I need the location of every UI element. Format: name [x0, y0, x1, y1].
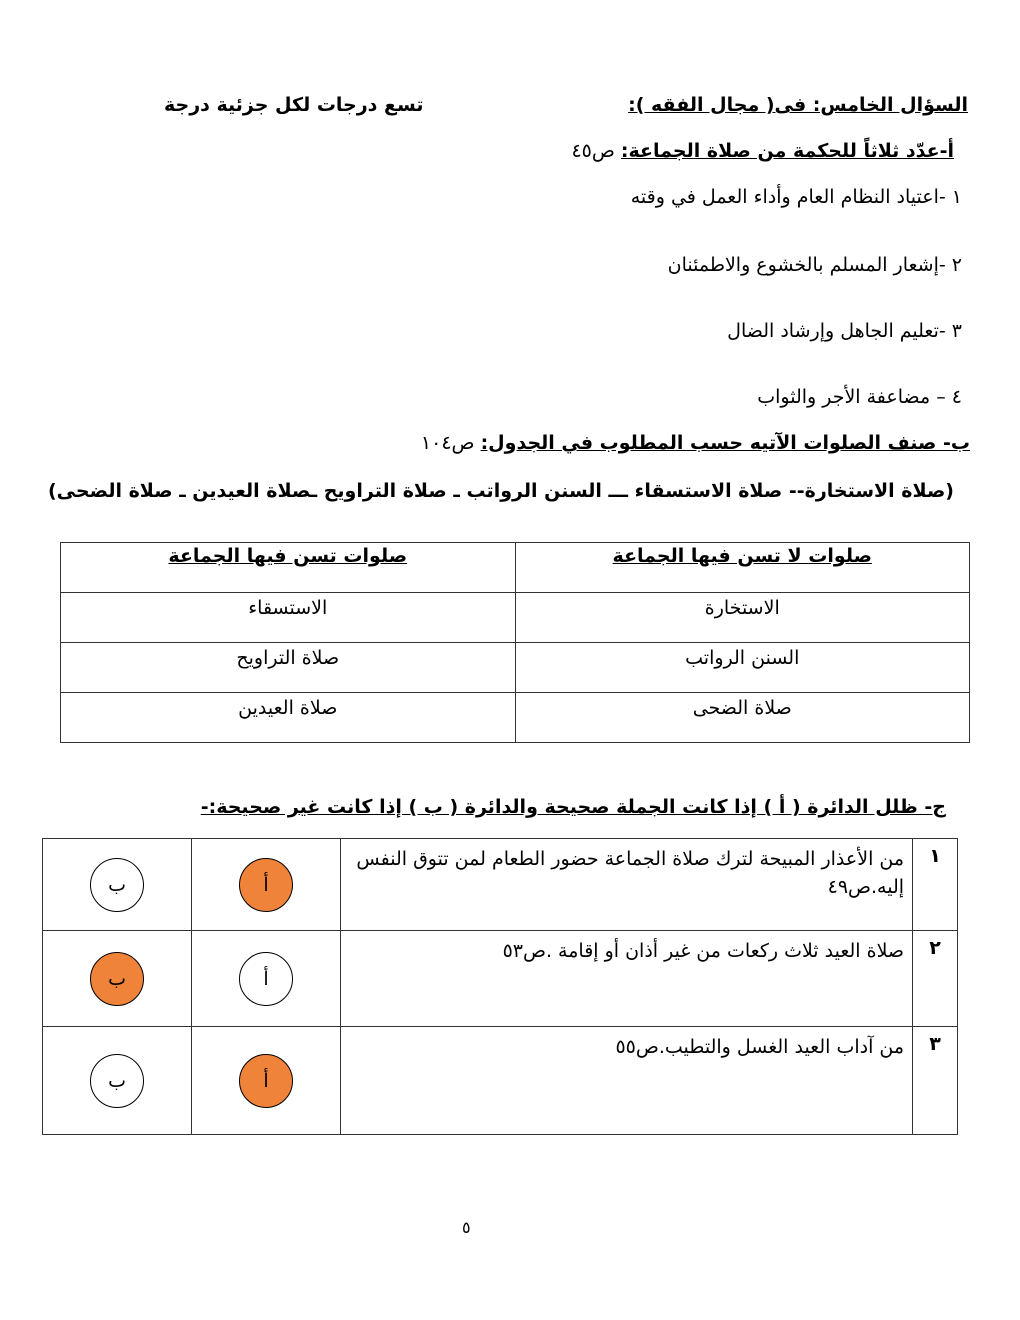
- question-row: [43, 931, 958, 1027]
- prayer-list: (صلاة الاستخارة-- صلاة الاستسقاء ـــ السنن الرواتب ـ صلاة التراويح ـصلاة العيدين ـ صلاة الضحى): [48, 480, 954, 502]
- question-number: ٣: [913, 1027, 958, 1135]
- option-a-cell: [192, 931, 341, 1027]
- section-b-heading: [421, 432, 970, 454]
- option-a-cell: [192, 839, 341, 931]
- table-header: صلوات لا تسن فيها الجماعة: [515, 543, 970, 593]
- section-c-label: ج- ظلل الدائرة ( أ ) إذا كانت الجملة صحيحة والدائرة ( ب ) إذا كانت غير صحيحة:-: [200, 796, 946, 818]
- option-b-circle[interactable]: ب: [90, 952, 144, 1006]
- table-cell: الاستسقاء: [61, 593, 516, 643]
- option-b-cell: [43, 931, 192, 1027]
- page-number: ٥: [462, 1218, 471, 1237]
- question-text: صلاة العيد ثلاث ركعات من غير أذان أو إقامة .ص٥٣: [341, 931, 913, 1027]
- section-a-label: أ-عدّد ثلاثاً للحكمة من صلاة الجماعة:: [620, 140, 954, 162]
- option-b-cell: [43, 1027, 192, 1135]
- option-b-circle[interactable]: ب: [90, 1054, 144, 1108]
- table-header: صلوات تسن فيها الجماعة: [61, 543, 516, 593]
- table-cell: صلاة العيدين: [61, 693, 516, 743]
- table-cell: السنن الرواتب: [515, 643, 970, 693]
- question-row: [43, 1027, 958, 1135]
- table-cell: صلاة الضحى: [515, 693, 970, 743]
- question-row: [43, 839, 958, 931]
- section-a-item: ٤ – مضاعفة الأجر والثواب: [757, 386, 962, 408]
- option-b-circle[interactable]: ب: [90, 858, 144, 912]
- section-b-label: ب- صنف الصلوات الآتيه حسب المطلوب في الجدول:: [480, 432, 970, 454]
- section-a-page-ref: ص٤٥: [571, 140, 615, 162]
- grading-note: تسع درجات لكل جزئية درجة: [164, 94, 424, 116]
- true-false-table: [42, 838, 958, 1135]
- section-b-page-ref: ص١٠٤: [420, 432, 475, 454]
- section-a-heading: [571, 140, 954, 162]
- question-number: ٢: [913, 931, 958, 1027]
- table-cell: الاستخارة: [515, 593, 970, 643]
- classification-table: [60, 542, 970, 743]
- section-a-item: ٢ -إشعار المسلم بالخشوع والاطمئنان: [667, 254, 962, 276]
- option-b-cell: [43, 839, 192, 931]
- option-a-circle[interactable]: أ: [239, 1054, 293, 1108]
- question-number: ١: [913, 839, 958, 931]
- table-cell: صلاة التراويح: [61, 643, 516, 693]
- question-text: من آداب العيد الغسل والتطيب.ص٥٥: [341, 1027, 913, 1135]
- option-a-cell: [192, 1027, 341, 1135]
- option-a-circle[interactable]: أ: [239, 952, 293, 1006]
- question-title: السؤال الخامس: فى( مجال الفقه ):: [628, 94, 968, 116]
- section-a-item: ٣ -تعليم الجاهل وإرشاد الضال: [727, 320, 962, 342]
- option-a-circle[interactable]: أ: [239, 858, 293, 912]
- section-a-item: ١ -اعتياد النظام العام وأداء العمل في وقته: [630, 186, 962, 208]
- question-text: من الأعذار المبيحة لترك صلاة الجماعة حضور الطعام لمن تتوق النفس إليه.ص٤٩: [341, 839, 913, 931]
